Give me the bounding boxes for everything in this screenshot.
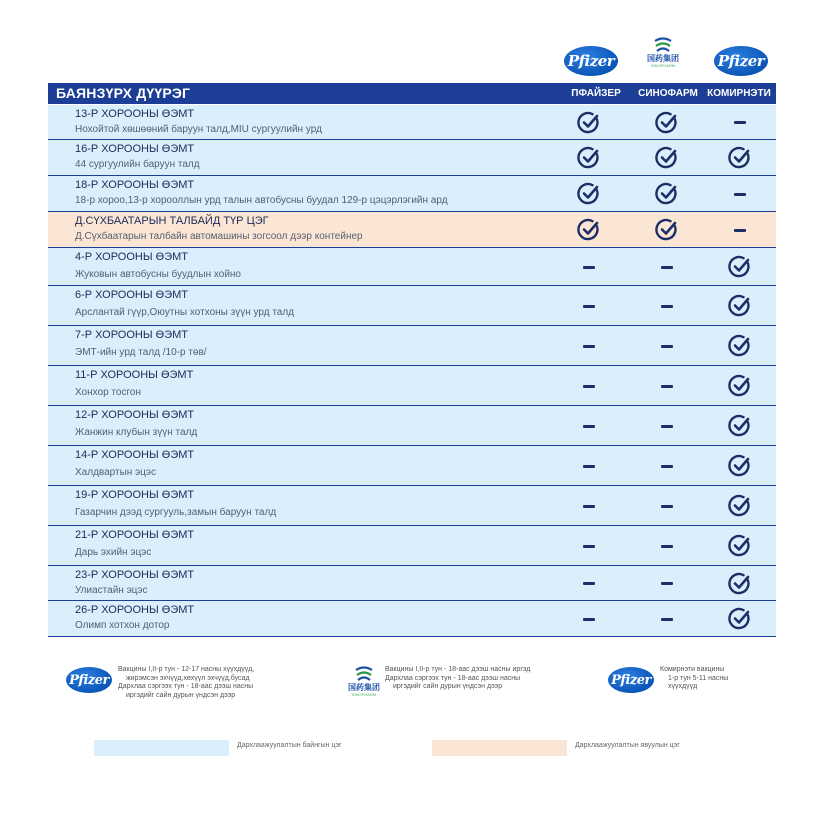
sinopharm-en-text: SINOPHARM (351, 692, 377, 697)
pfizer-status (574, 491, 604, 521)
column-sinopharm: СИНОФАРМ (638, 88, 698, 99)
site-address: 18-р хороо,13-р хорооллын урд талын автобусны буудал 129-р цэцэрлэгийн ард (75, 195, 448, 206)
table-row (48, 286, 776, 325)
site-address: Олимп хотхон дотор (75, 620, 170, 631)
comirnaty-status (725, 491, 755, 521)
legend-mobile-swatch (432, 740, 567, 756)
district-title: БАЯНЗҮРХ ДҮҮРЭГ (56, 85, 191, 101)
comirnaty-status (725, 451, 755, 481)
comirnaty-status (725, 291, 755, 321)
sinopharm-status (652, 291, 682, 321)
legend-line: Дархлаа сэргээх тун - 18-аас дээш насны (118, 683, 254, 690)
dash-icon (661, 465, 673, 468)
comirnaty-status (725, 371, 755, 401)
comirnaty-status (725, 331, 755, 361)
legend-line: Вакцины I,II-р тун - 18-аас дээш насны иргэд (385, 666, 531, 673)
sinopharm-status (652, 331, 682, 361)
dash-icon (734, 121, 746, 124)
site-address: Халдвартын эцэс (75, 467, 157, 478)
pfizer-status (574, 252, 604, 282)
dash-icon (583, 305, 595, 308)
table-row (48, 486, 776, 525)
check-circle-icon (655, 146, 679, 170)
pfizer-status (574, 451, 604, 481)
comirnaty-status (725, 252, 755, 282)
sinopharm-cn-text: 国药集团 (647, 54, 679, 63)
table-row (48, 366, 776, 405)
table-row (48, 566, 776, 600)
site-name: 13-Р ХОРООНЫ ӨЭМТ (75, 108, 195, 120)
sinopharm-status (652, 411, 682, 441)
pfizer-status (574, 604, 604, 634)
pfizer-status (574, 531, 604, 561)
sinopharm-status (652, 451, 682, 481)
sinopharm-status (652, 179, 682, 209)
legend-pfizer-logo: Pfizer (66, 667, 112, 693)
check-circle-icon (728, 572, 752, 596)
site-address: Нохойтой хөшөөний баруун талд,MIU сургуулийн урд (75, 124, 322, 135)
legend-comirnaty-notes (660, 666, 728, 692)
comirnaty-status (725, 411, 755, 441)
dash-icon (583, 425, 595, 428)
legend-line: хүүхдүүд (668, 683, 698, 690)
sinopharm-mark-icon (653, 36, 673, 54)
sinopharm-status (652, 531, 682, 561)
sinopharm-en-text: SINOPHARM (650, 63, 676, 68)
legend-line: Дархлаа сэргээх тун - 18-аас дээш насны (385, 674, 521, 682)
legend-sinopharm-logo (346, 665, 382, 703)
table-row (48, 248, 776, 285)
site-address: Хонхор тосгон (75, 387, 141, 398)
dash-icon (583, 465, 595, 468)
site-name: 21-Р ХОРООНЫ ӨЭМТ (75, 529, 195, 541)
site-name: 26-Р ХОРООНЫ ӨЭМТ (75, 604, 195, 616)
pfizer-status (574, 569, 604, 599)
dash-icon (661, 545, 673, 548)
comirnaty-status (725, 143, 755, 173)
site-name: 23-Р ХОРООНЫ ӨЭМТ (75, 569, 195, 581)
pfizer-status (574, 143, 604, 173)
site-address: Дарь эхийн эцэс (75, 547, 152, 558)
comirnaty-status (725, 179, 755, 209)
legend-sinopharm-notes (385, 666, 530, 692)
site-name: Д.СҮХБААТАРЫН ТАЛБАЙД ТҮР ЦЭГ (75, 215, 269, 227)
pfizer-logo: Pfizer (564, 46, 618, 76)
check-circle-icon (728, 146, 752, 170)
pfizer-status (574, 179, 604, 209)
table-row (48, 326, 776, 365)
check-circle-icon (728, 607, 752, 631)
dash-icon (661, 582, 673, 585)
legend-line: иргэдийг сайн дурын үндсэн дээр (393, 683, 503, 690)
dash-icon (661, 345, 673, 348)
site-name: 4-Р ХОРООНЫ ӨЭМТ (75, 251, 188, 263)
pfizer-logo-comirnaty: Pfizer (714, 46, 768, 76)
dash-icon (583, 505, 595, 508)
dash-icon (734, 229, 746, 232)
pfizer-status (574, 331, 604, 361)
site-name: 14-Р ХОРООНЫ ӨЭМТ (75, 449, 195, 461)
dash-icon (661, 618, 673, 621)
pfizer-status (574, 411, 604, 441)
table-row (48, 140, 776, 175)
comirnaty-status (725, 108, 755, 138)
table-row (48, 526, 776, 565)
comirnaty-status (725, 569, 755, 599)
site-name: 11-Р ХОРООНЫ ӨЭМТ (75, 369, 194, 381)
check-circle-icon (577, 111, 601, 135)
legend-comirnaty-logo: Pfizer (608, 667, 654, 693)
sinopharm-status (652, 143, 682, 173)
check-circle-icon (577, 218, 601, 242)
dash-icon (583, 618, 595, 621)
dash-icon (734, 193, 746, 196)
sinopharm-status (652, 604, 682, 634)
sinopharm-status (652, 215, 682, 245)
site-name: 18-Р ХОРООНЫ ӨЭМТ (75, 179, 195, 191)
dash-icon (661, 505, 673, 508)
comirnaty-status (725, 531, 755, 561)
site-address: Жуковын автобусны буудлын хойно (75, 269, 241, 280)
site-name: 12-Р ХОРООНЫ ӨЭМТ (75, 409, 195, 421)
comirnaty-status (725, 604, 755, 634)
comirnaty-status (725, 215, 755, 245)
dash-icon (583, 385, 595, 388)
row-divider (48, 636, 776, 637)
pfizer-status (574, 371, 604, 401)
site-name: 19-Р ХОРООНЫ ӨЭМТ (75, 489, 195, 501)
sinopharm-logo (645, 36, 681, 74)
site-address: Газарчин дээд сургууль,замын баруун талд (75, 507, 277, 518)
check-circle-icon (728, 294, 752, 318)
legend-line: жирэмсэн эхчүүд,хөхүүл эхчүүд,бусад (126, 674, 250, 682)
table-row (48, 105, 776, 139)
check-circle-icon (655, 218, 679, 242)
check-circle-icon (728, 454, 752, 478)
table-header (48, 83, 776, 104)
check-circle-icon (728, 374, 752, 398)
legend-permanent-label: Дархлаажуулалтын байнгын цэг (237, 742, 342, 749)
legend-line: Комирнэти вакцины (660, 666, 725, 673)
table-row (48, 601, 776, 636)
sinopharm-status (652, 569, 682, 599)
sinopharm-status (652, 371, 682, 401)
legend-line: иргэдийг сайн дурын үндсэн дээр (126, 691, 236, 699)
dash-icon (661, 266, 673, 269)
site-address: Арслантай гүүр,Оюутны хотхоны зүүн урд талд (75, 307, 295, 318)
check-circle-icon (728, 414, 752, 438)
check-circle-icon (728, 255, 752, 279)
dash-icon (661, 425, 673, 428)
check-circle-icon (577, 182, 601, 206)
pfizer-status (574, 108, 604, 138)
check-circle-icon (577, 146, 601, 170)
dash-icon (583, 345, 595, 348)
dash-icon (583, 266, 595, 269)
table-row (48, 212, 776, 247)
table-row (48, 446, 776, 485)
sinopharm-cn-text: 国药集团 (348, 683, 380, 692)
site-address: Улиастайн эцэс (75, 585, 148, 596)
pfizer-status (574, 215, 604, 245)
table-row (48, 176, 776, 211)
site-address: Д.Сүхбаатарын талбайн автомашины зогсоол дээр контейнер (75, 231, 363, 242)
site-name: 7-Р ХОРООНЫ ӨЭМТ (75, 329, 188, 341)
table-row (48, 406, 776, 445)
check-circle-icon (655, 182, 679, 206)
site-name: 16-Р ХОРООНЫ ӨЭМТ (75, 143, 195, 155)
legend-permanent-swatch (94, 740, 229, 756)
legend-mobile-label: Дархлаажуулалтын явуулын цэг (575, 742, 680, 749)
legend-line: Вакцины I,II-р тун - 12-17 насны хүүхдүүд, (118, 666, 255, 673)
site-address: Жанжин клубын зүүн талд (75, 427, 198, 438)
dash-icon (583, 582, 595, 585)
check-circle-icon (655, 111, 679, 135)
sinopharm-status (652, 108, 682, 138)
pfizer-status (574, 291, 604, 321)
site-address: 44 сургуулийн баруун талд (75, 159, 200, 170)
sinopharm-status (652, 491, 682, 521)
check-circle-icon (728, 534, 752, 558)
legend-pfizer-notes (118, 666, 254, 700)
site-name: 6-Р ХОРООНЫ ӨЭМТ (75, 289, 188, 301)
sinopharm-mark-icon (354, 665, 374, 683)
check-circle-icon (728, 334, 752, 358)
column-comirnaty: КОМИРНЭТИ (707, 88, 771, 99)
dash-icon (583, 545, 595, 548)
dash-icon (661, 305, 673, 308)
dash-icon (661, 385, 673, 388)
column-pfizer: ПФАЙЗЕР (571, 88, 621, 99)
legend-line: 1-р тун 5-11 насны (668, 674, 729, 682)
sinopharm-status (652, 252, 682, 282)
check-circle-icon (728, 494, 752, 518)
site-address: ЭМТ-ийн урд талд /10-р төв/ (75, 347, 207, 358)
